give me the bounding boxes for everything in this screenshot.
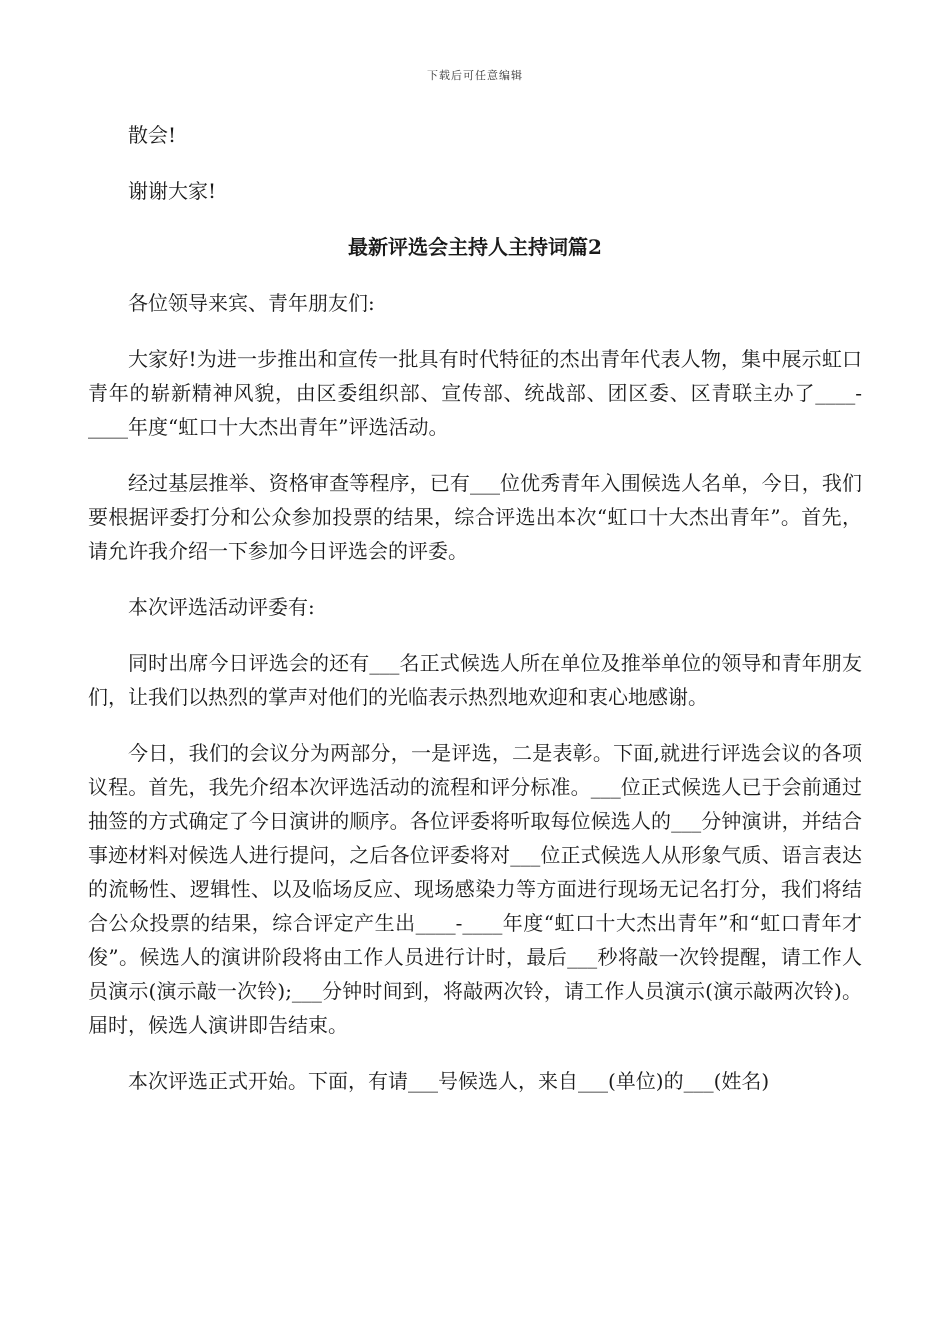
paragraph-intro: 大家好!为进一步推出和宣传一批具有时代特征的杰出青年代表人物，集中展示虹口青年的崭新精神风貌，由区委组织部、宣传部、统战部、团区委、区青联主办了____-____年度“虹口十大杰出青年”评选活动。 <box>88 347 862 439</box>
paragraph-thanks: 谢谢大家! <box>128 179 217 203</box>
paragraph-greeting: 各位领导来宾、青年朋友们: <box>128 291 375 315</box>
paragraph-adjourn: 散会! <box>128 123 177 147</box>
paragraph-candidates: 经过基层推举、资格审查等程序，已有___位优秀青年入围候选人名单，今日，我们要根据评委打分和公众参加投票的结果，综合评选出本次“虹口十大杰出青年”。首先，请允许我介绍一下参加今日评选会的评委。 <box>88 471 862 563</box>
page-header-note: 下载后可任意编辑 <box>427 69 523 82</box>
paragraph-start: 本次评选正式开始。下面，有请___号候选人，来自___(单位)的___(姓名) <box>128 1069 770 1093</box>
paragraph-agenda: 今日，我们的会议分为两部分，一是评选，二是表彰。下面,就进行评选会议的各项议程。首先，我先介绍本次评选活动的流程和评分标准。___位正式候选人已于会前通过抽签的方式确定了今日演讲的顺序。各位评委将听取每位候选人的___分钟演讲，并结合事迹材料对候选人进行提问，之后各位评委将对___位正式候选人从形象气质、语言表达的流畅性、逻辑性、以及临场反应、现场感染力等方面进行现场无记名打分，我们将结合公众投票的结果，综合评定产生出____-____年度“虹口十大杰出青年”和“虹口青年才俊”。候选人的演讲阶段将由工作人员进行计时，最后___秒将敲一次铃提醒，请工作人员演示(演示敲一次铃);___分钟时间到，将敲两次铃，请工作人员演示(演示敲两次铃)。届时，候选人演讲即告结束。 <box>88 741 862 1037</box>
section-title: 最新评选会主持人主持词篇2 <box>348 235 602 259</box>
paragraph-judges: 本次评选活动评委有: <box>128 595 315 619</box>
paragraph-guests: 同时出席今日评选会的还有___名正式候选人所在单位及推举单位的领导和青年朋友们，让我们以热烈的掌声对他们的光临表示热烈地欢迎和衷心地感谢。 <box>88 651 862 709</box>
document-body <box>88 118 862 1120</box>
